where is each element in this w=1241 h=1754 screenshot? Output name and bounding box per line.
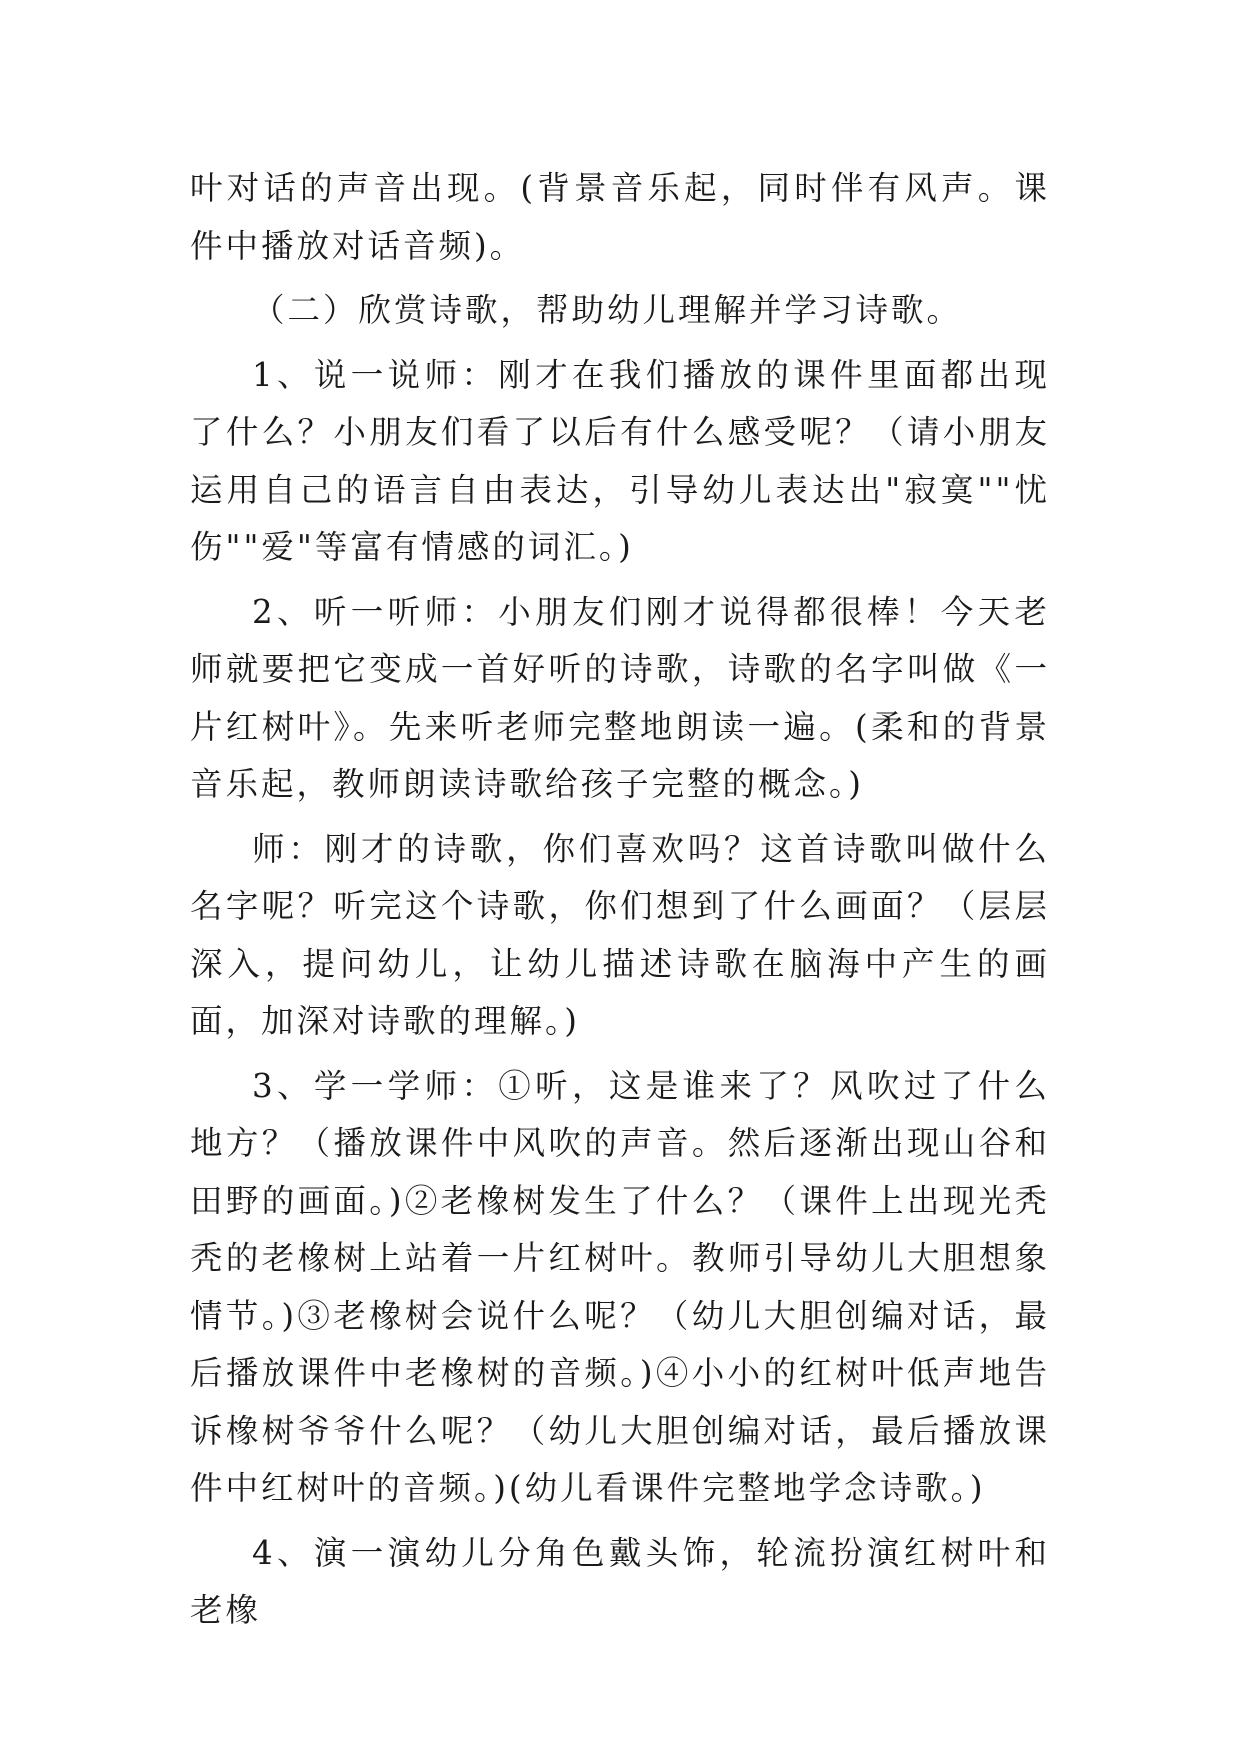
paragraph-continued: 叶对话的声音出现。(背景音乐起，同时伴有风声。课件中播放对话音频)。 [190, 169, 1050, 265]
paragraph-teacher-question: 师：刚才的诗歌，你们喜欢吗？这首诗歌叫做什么名字呢？听完这个诗歌，你们想到了什么画面？（层层深入，提问幼儿，让幼儿描述诗歌在脑海中产生的画面，加深对诗歌的理解。) [190, 829, 1050, 1040]
paragraph-step-4: 4、演一演幼儿分角色戴头饰，轮流扮演红树叶和老橡 [190, 1533, 1050, 1629]
paragraph-step-1: 1、说一说师：刚才在我们播放的课件里面都出现了什么？小朋友们看了以后有什么感受呢？（请小朋友运用自己的语言自由表达，引导幼儿表达出"寂寞""忧伤""爱"等富有情感的词汇。) [190, 355, 1050, 566]
document-body [190, 160, 1050, 1640]
paragraph-step-3: 3、学一学师：①听，这是谁来了？风吹过了什么地方？（播放课件中风吹的声音。然后逐渐出现山谷和田野的画面。)②老橡树发生了什么？（课件上出现光秃秃的老橡树上站着一片红树叶。教师引导幼儿大胆想象情节。)③老橡树会说什么呢？（幼儿大胆创编对话，最后播放课件中老橡树的音频。)④小小的红树叶低声地告诉橡树爷爷什么呢？（幼儿大胆创编对话，最后播放课件中红树叶的音频。)(幼儿看课件完整地学念诗歌。) [190, 1066, 1050, 1507]
paragraph-step-2: 2、听一听师：小朋友们刚才说得都很棒！今天老师就要把它变成一首好听的诗歌，诗歌的名字叫做《一片红树叶》。先来听老师完整地朗读一遍。(柔和的背景音乐起，教师朗读诗歌给孩子完整的概念。) [190, 592, 1050, 803]
section-heading: （二）欣赏诗歌，帮助幼儿理解并学习诗歌。 [252, 291, 963, 329]
